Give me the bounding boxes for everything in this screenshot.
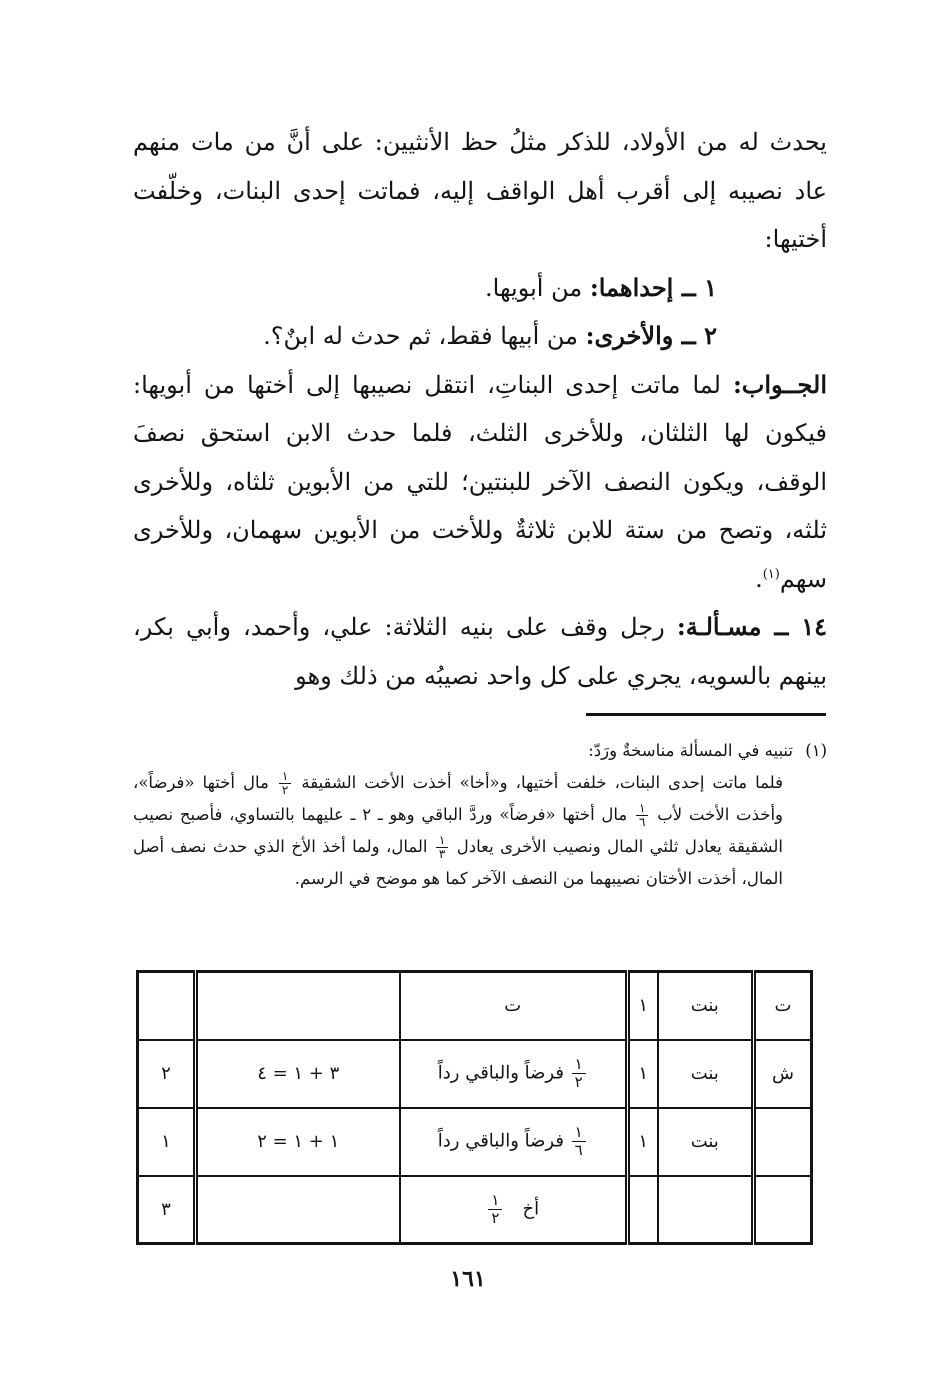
footnote-segment-d: المال، ولما أخذ الأخ الذي حدث نصف أصل المال، أخذت الأختان نصيبهما من النصف الآخر كما هو موضح في الرسم. [133,837,783,888]
answer-end: . [755,564,763,593]
fraction-denominator: ٢ [281,783,289,797]
table-cell: ش [754,1040,812,1108]
fraction-half [572,1056,586,1091]
footnote-number: (١) [805,741,827,760]
table-cell: ٣ + ١ = ٤ [196,1040,400,1108]
question-14-text: رجل وقف على بنيه الثلاثة: علي، وأحمد، وأبي بكر، بينهم بالسويه، يجري على كل واحد نصيبُه من ذلك وهو [133,613,827,690]
fraction-denominator: ٦ [639,815,646,829]
fraction-denominator: ٢ [574,1073,583,1091]
table-cell [400,1040,628,1108]
table-row [138,1040,812,1108]
answer-label: الجــواب: [732,369,827,399]
table-cell: ١ + ١ = ٢ [196,1108,400,1176]
table-cell: بنت [658,1040,754,1108]
table-cell: بنت [658,1108,754,1176]
fraction-numerator: ١ [636,802,648,816]
footnote-title-line [133,735,827,767]
fraction-numerator: ١ [279,770,291,784]
footnote-title: تنبيه في المسألة مناسخةٌ ورَدّ: [588,741,793,760]
table-cell: ١ [628,1040,658,1108]
fraction-numerator: ١ [488,1192,502,1210]
paragraph-intro: يحدث له من الأولاد، للذكر مثلُ حظ الأنثيين: على أنَّ من مات منهم عاد نصيبه إلى أقرب أهل الواقف إليه، فماتت إحدى البنات، وخلّفت أختيها: [133,128,827,253]
table-cell: ت [754,972,812,1040]
fraction-sixth [636,802,648,829]
inheritance-table [136,970,813,1245]
table-cell [400,1176,628,1244]
fraction-half [279,770,291,797]
answer-text: لما ماتت إحدى البناتِ، انتقل نصيبها إلى أختها من أبويها: فيكون لها الثلثان، وللأخرى الثلث، فلما حدث الابن استحق نصفَ الوقف، ويكون النصف الآخر للبنتين؛ للتي من الأبوين ثلثاه، وللأخرى ثلثه، وتصح من ستة للابن ثلاثةٌ وللأخت من الأبوين سهمان، وللأخرى سهم [133,370,828,593]
fraction-third [436,834,448,861]
table-cell: ١ [628,972,658,1040]
page-number: ١٦١ [450,1266,486,1292]
share-text: فرضاً والباقي رداً [437,1130,564,1152]
fraction-numerator: ١ [572,1056,586,1074]
table-cell [658,1176,754,1244]
main-text [133,118,827,700]
table-cell: ٢ [138,1040,196,1108]
table-cell [754,1108,812,1176]
table-cell [138,972,196,1040]
table-cell: ١ [138,1108,196,1176]
table-cell [196,972,400,1040]
fraction-numerator: ١ [572,1124,586,1142]
paragraph-question-14 [133,603,827,700]
footnote [133,735,827,895]
item-2-label: ٢ ــ والأخرى: [585,321,717,350]
table-row [138,1108,812,1176]
footnote-segment-a: فلما ماتت إحدى البنات، خلفت أختيها، و«أخا» أخذت الأخت الشقيقة [301,773,784,792]
table-cell: ٣ [138,1176,196,1244]
paragraph-answer [133,361,827,604]
share-text: فرضاً والباقي رداً [437,1062,564,1084]
footnote-segment-c: مال أختها «فرضاً» وردَّ الباقي وهو ـ ٢ ـ عليهما بالتساوي، فأصبح نصيب الشقيقة يعادل ثلثي المال ونصيب الأخرى يعادل [133,805,783,856]
table-cell [628,1176,658,1244]
table-cell [754,1176,812,1244]
table-cell [400,1108,628,1176]
list-item-1 [133,264,827,313]
fraction-sixth [572,1124,586,1159]
item-1-text: من أبويها. [485,273,583,302]
table-cell: ت [400,972,628,1040]
table-cell: بنت [658,972,754,1040]
list-item-2 [133,312,827,361]
item-1-label: ١ ــ إحداهما: [589,272,717,302]
table-row [138,1176,812,1244]
question-14-label: ١٤ ــ مسـألـة: [676,612,827,641]
item-2-text: من أبيها فقط، ثم حدث له ابنٌ؟. [263,322,579,350]
fraction-numerator: ١ [436,834,448,848]
fraction-denominator: ٢ [491,1208,500,1227]
footnote-body [133,767,827,895]
footnote-separator [586,713,826,716]
table-cell: ١ [628,1108,658,1176]
fraction-denominator: ٣ [438,847,446,861]
heir-text: أخ [522,1198,540,1220]
fraction-denominator: ٦ [574,1141,583,1159]
footnote-reference[interactable]: (١) [762,566,780,582]
table-cell [196,1176,400,1244]
footnote-segment-b: مال أختها «فرضاً»، وأخذت الأخت لأب [133,773,783,824]
fraction-half [488,1192,502,1227]
table-header-row [138,972,812,1040]
